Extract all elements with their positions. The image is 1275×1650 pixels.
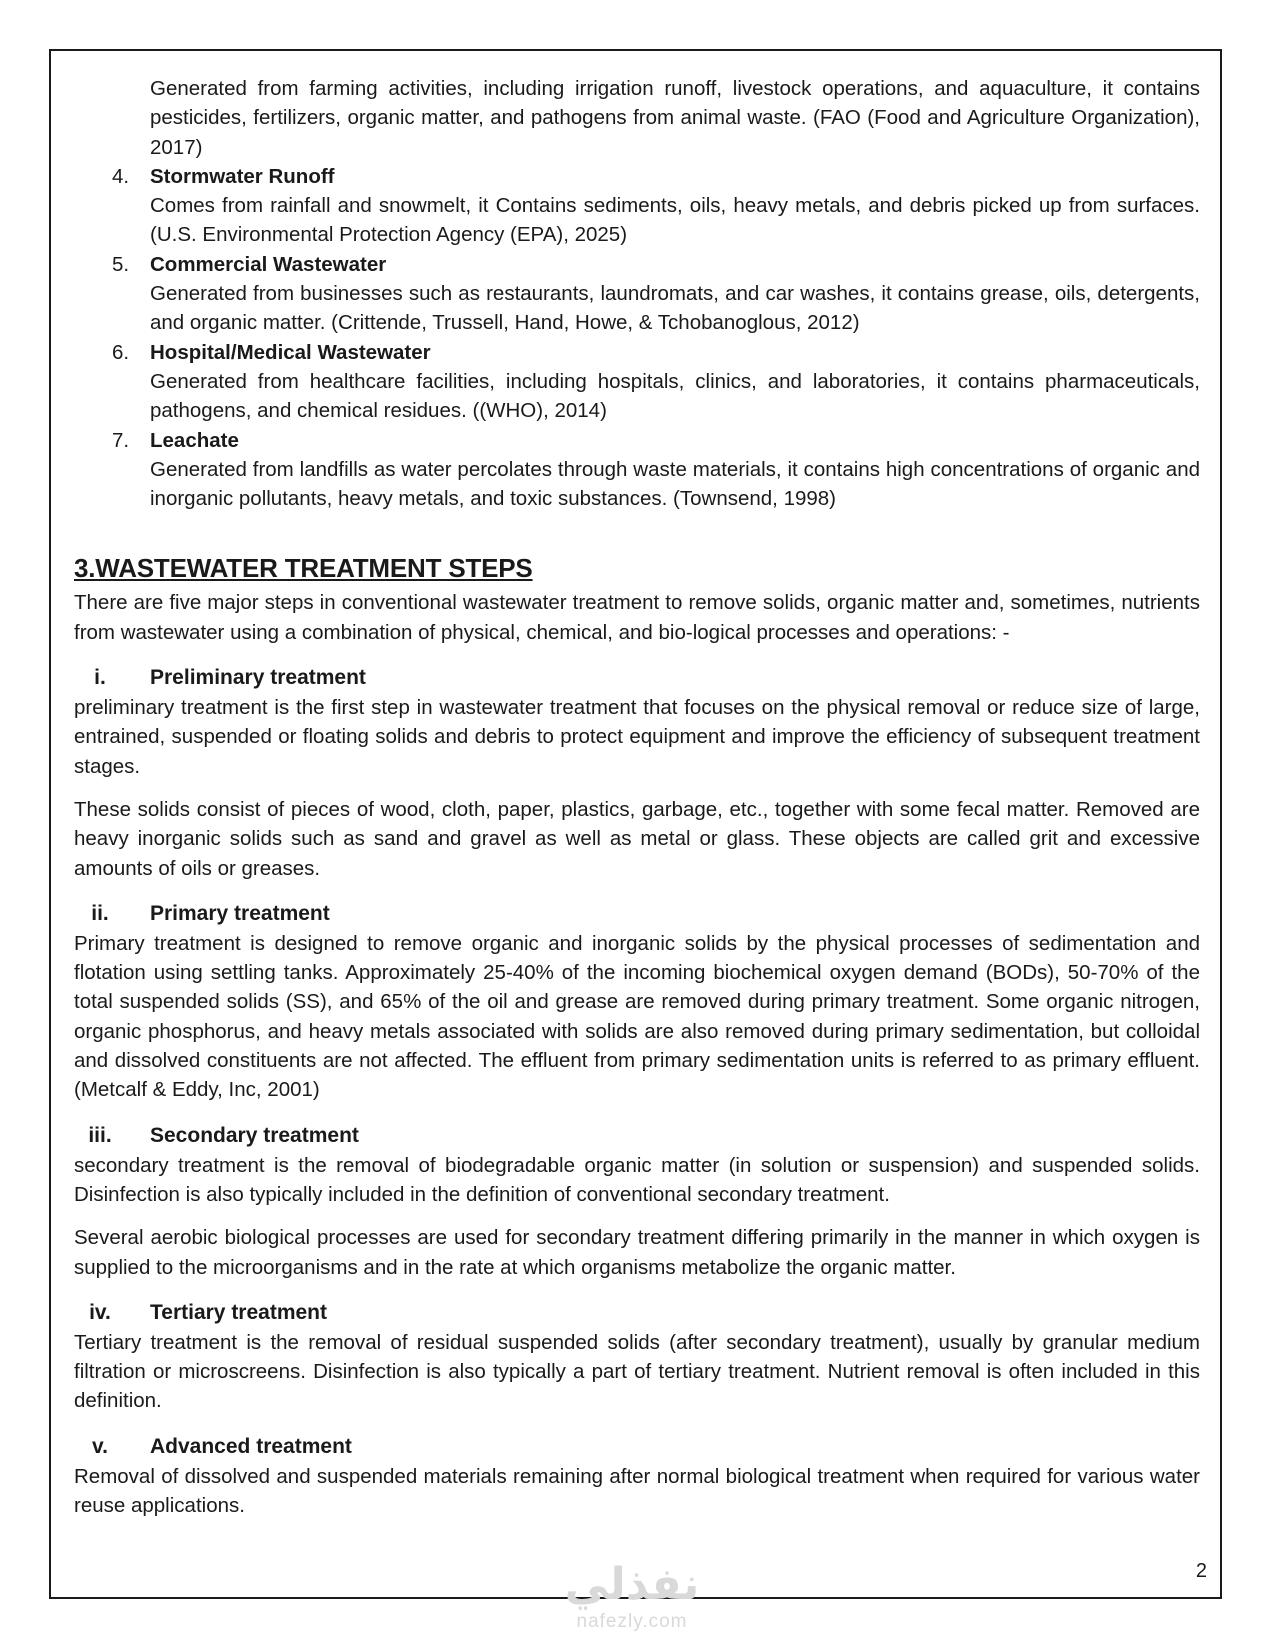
list-item: [74, 250, 1200, 338]
list-item-number: 4.: [112, 164, 130, 188]
step-number: i.: [94, 666, 106, 690]
page-number: 2: [1195, 1560, 1207, 1582]
step-paragraph: Primary treatment is designed to remove organic and inorganic solids by the physical processes of sedimentation and flotation using settling tanks. Approximately 25-40% of the incoming biochemical oxygen demand (BODs), 50-70% of the total suspended solids (SS), and 65% of the oil and grease are removed during primary treatment. Some organic nitrogen, organic phosphorus, and heavy metals associated with solids are also removed during primary sedimentation, but colloidal and dissolved constituents are not affected. The effluent from primary sedimentation units is referred to as primary effluent. (Metcalf & Eddy, Inc, 2001): [74, 931, 1200, 1102]
treatment-step-preliminary: [74, 663, 1200, 883]
step-number: ii.: [91, 901, 109, 925]
step-number: iv.: [89, 1300, 111, 1324]
list-item: [74, 338, 1200, 426]
step-number: v.: [92, 1434, 108, 1458]
list-item-number: 6.: [112, 340, 130, 364]
step-paragraph: preliminary treatment is the first step in wastewater treatment that focuses on the physical removal or reduce size of large, entrained, suspended or floating solids and debris to protect equipment and improve the efficiency of subsequent treatment stages.: [74, 696, 1200, 778]
list-item-title: Leachate: [150, 428, 239, 452]
list-item-description: Generated from healthcare facilities, including hospitals, clinics, and laboratories, it contains pharmaceuticals, pathogens, and chemical residues. ((WHO), 2014): [150, 369, 1200, 423]
step-paragraph: These solids consist of pieces of wood, cloth, paper, plastics, garbage, etc., together with some fecal matter. Removed are heavy inorganic solids such as sand and gravel as well as metal or glass. These objects are called grit and excessive amounts of oils or greases.: [74, 797, 1200, 880]
step-number: iii.: [88, 1123, 112, 1147]
document-body: [74, 74, 1200, 1520]
step-title: Secondary treatment: [150, 1123, 359, 1147]
watermark-text: nafezly.com: [576, 1611, 688, 1632]
step-paragraph: Removal of dissolved and suspended materials remaining after normal biological treatment when required for various water reuse applications.: [74, 1464, 1200, 1517]
list-item-title: Stormwater Runoff: [150, 164, 335, 188]
step-paragraph: secondary treatment is the removal of biodegradable organic matter (in solution or suspension) and suspended solids. Disinfection is also typically included in the definition of conventional secondary treatment.: [74, 1153, 1200, 1206]
step-paragraph: Tertiary treatment is the removal of residual suspended solids (after secondary treatment), usually by granular medium filtration or microscreens. Disinfection is also typically a part of tertiary treatment. Nutrient removal is often included in this definition.: [74, 1330, 1200, 1413]
step-title: Tertiary treatment: [150, 1300, 328, 1324]
step-title: Primary treatment: [150, 901, 330, 925]
list-item-description: Generated from businesses such as restaurants, laundromats, and car washes, it contains grease, oils, detergents, and organic matter. (Crittende, Trussell, Hand, Howe, & Tchobanoglous, 2012): [150, 282, 1200, 335]
list-item-description: Generated from landfills as water percolates through waste materials, it contains high concentrations of organic and inorganic pollutants, heavy metals, and toxic substances. (Townsend, 1998): [150, 457, 1200, 511]
treatment-step-advanced: [74, 1432, 1200, 1521]
list-item-description: Generated from farming activities, including irrigation runoff, livestock operations, and aquaculture, it contains pesticides, fertilizers, organic matter, and pathogens from animal waste. (FAO (Food and Agriculture Organization), 2017): [150, 77, 1200, 159]
list-item: [74, 162, 1200, 250]
step-paragraph: Several aerobic biological processes are used for secondary treatment differing primarily in the manner in which oxygen is supplied to the microorganisms and in the rate at which organisms metabolize the organic matter.: [74, 1226, 1200, 1279]
section-heading: 3.WASTEWATER TREATMENT STEPS: [74, 553, 533, 584]
section-intro: There are five major steps in conventional wastewater treatment to remove solids, organic matter and, sometimes, nutrients from wastewater using a combination of physical, chemical, and bio-logical processes and operations: -: [74, 591, 1200, 644]
list-item-number: 5.: [112, 252, 130, 276]
list-item: [74, 426, 1200, 514]
step-title: Advanced treatment: [150, 1434, 352, 1458]
list-item-description: Comes from rainfall and snowmelt, it Contains sediments, oils, heavy metals, and debris picked up from surfaces. (U.S. Environmental Protection Agency (EPA), 2025): [150, 194, 1200, 247]
step-title: Preliminary treatment: [150, 666, 366, 690]
list-item-title: Commercial Wastewater: [150, 252, 387, 276]
watermark: [552, 1560, 712, 1650]
list-item-number: 7.: [112, 428, 130, 452]
treatment-step-tertiary: [74, 1298, 1200, 1416]
treatment-step-secondary: [74, 1121, 1200, 1282]
watermark-logo: نفذلي: [564, 1560, 700, 1609]
treatment-step-primary: [74, 899, 1200, 1105]
wastewater-types-list: [74, 162, 1200, 514]
list-item-title: Hospital/Medical Wastewater: [150, 340, 431, 364]
